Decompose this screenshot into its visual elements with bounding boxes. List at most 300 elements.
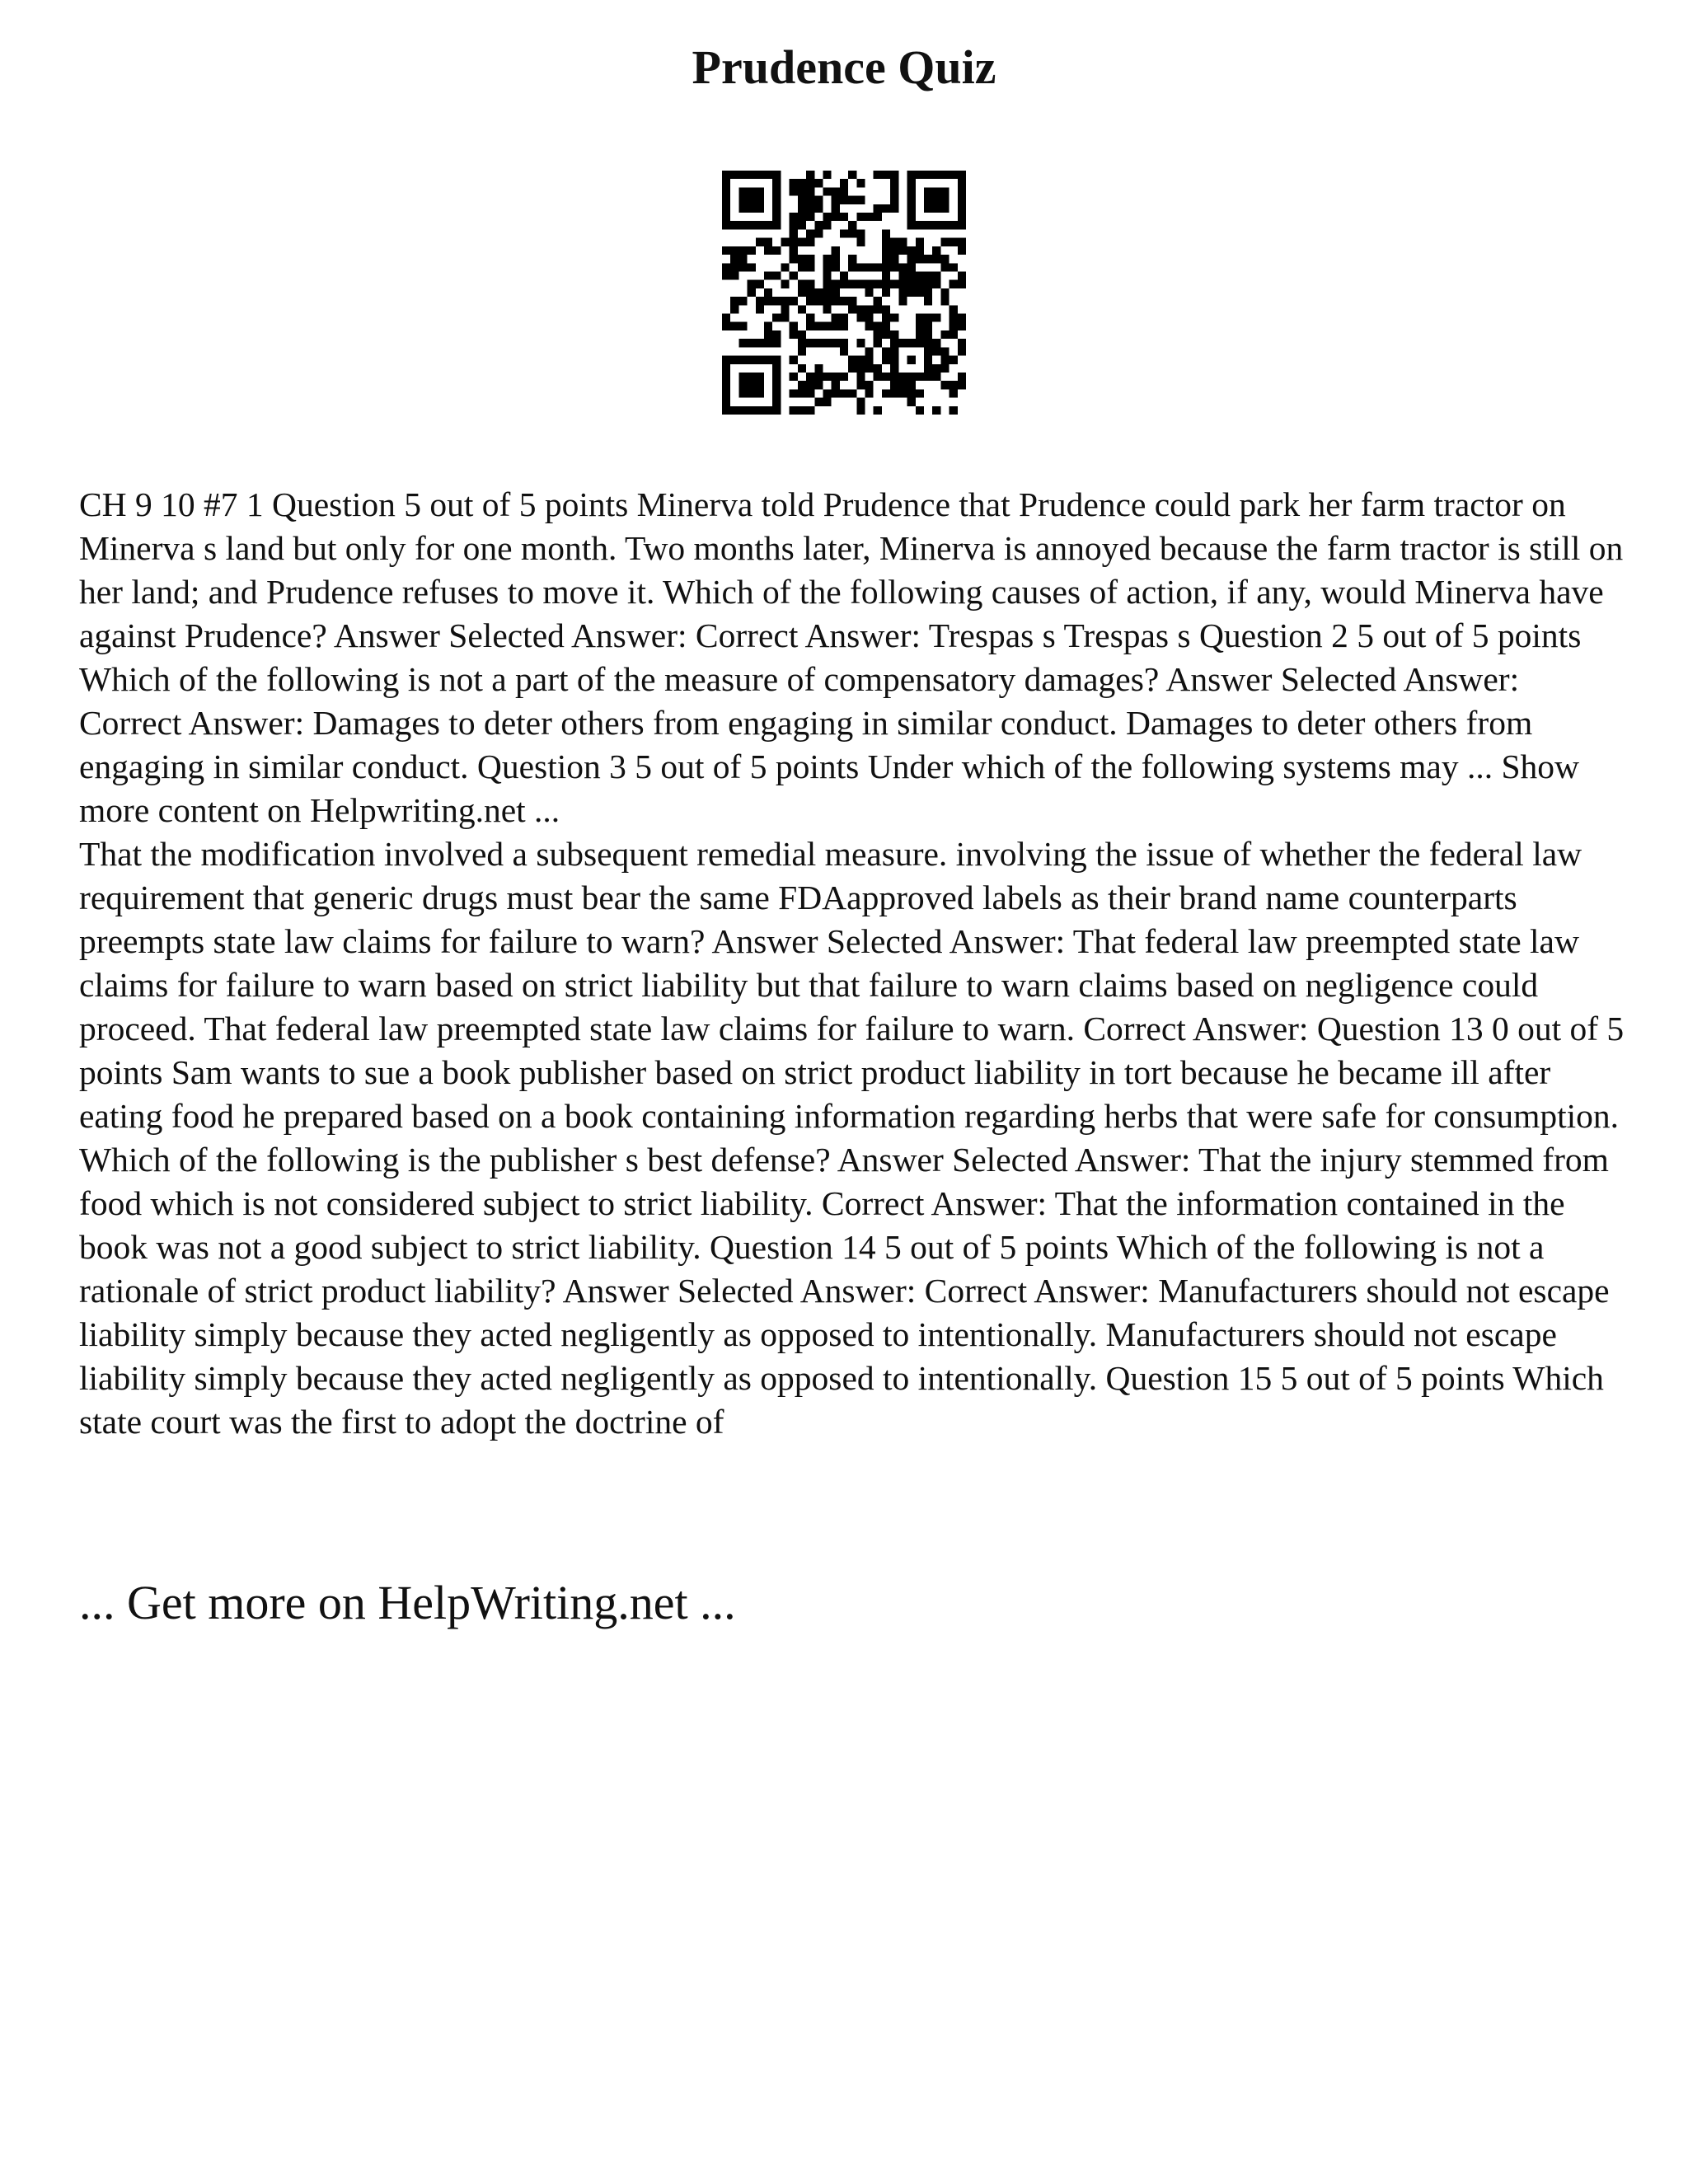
- qr-module: [890, 263, 898, 271]
- qr-module: [756, 196, 764, 204]
- qr-module: [848, 280, 856, 288]
- qr-module: [781, 238, 789, 246]
- qr-module: [882, 347, 890, 355]
- qr-module: [790, 330, 798, 339]
- qr-module: [958, 373, 966, 381]
- qr-module: [898, 263, 907, 271]
- qr-module: [738, 356, 747, 364]
- qr-module: [840, 339, 848, 347]
- qr-module: [772, 364, 781, 373]
- paragraph-2: That the modification involved a subsequent remedial measure. involving the issue of whether the federal law requirement that generic drugs must bear the same FDAapproved labels as their brand name counterparts preempts state law claims for failure to warn? Answer Selected Answer: That federal law preempted state law claims for failure to warn based on strict liability but that failure to warn claims based on negligence could proceed. That federal law preempted state law claims for failure to warn. Correct Answer: Question 13 0 out of 5 points Sam wants to sue a book publisher based on strict product liability in tort because he became ill after eating food he prepared based on a book containing information regarding herbs that were safe for consumption. Which of the following is the publisher s best defense? Answer Selected Answer: That the injury stemmed from food which is not considered subject to strict liability. Correct Answer: That the information contained in the book was not a good subject to strict liability. Question 14 5 out of 5 points Which of the following is not a rationale of strict product liability? Answer Selected Answer: Correct Answer: Manufacturers should not escape liability simply because they acted negligently as opposed to intentionally. Manufacturers should not escape liability simply because they acted negligently as opposed to intentionally. Question 15 5 out of 5 points Which state court was the first to adopt the doctrine of: [79, 835, 1625, 1441]
- qr-module: [823, 322, 831, 330]
- qr-module: [814, 364, 823, 373]
- qr-module: [924, 171, 932, 179]
- qr-module: [772, 297, 781, 305]
- qr-module: [916, 221, 924, 229]
- qr-module: [730, 171, 738, 179]
- qr-module: [874, 171, 882, 179]
- qr-module: [890, 246, 898, 255]
- qr-module: [806, 196, 814, 204]
- qr-module: [832, 246, 840, 255]
- qr-module: [882, 288, 890, 297]
- qr-module: [907, 381, 916, 389]
- qr-module: [764, 406, 772, 415]
- qr-module: [940, 238, 949, 246]
- qr-module: [916, 373, 924, 381]
- qr-module: [856, 398, 865, 406]
- qr-module: [865, 288, 874, 297]
- qr-module: [772, 339, 781, 347]
- qr-module: [772, 271, 781, 279]
- qr-module: [907, 373, 916, 381]
- qr-module: [832, 373, 840, 381]
- qr-module: [772, 356, 781, 364]
- qr-module: [932, 255, 940, 263]
- qr-module: [958, 381, 966, 389]
- qr-module: [798, 213, 806, 221]
- qr-module: [798, 238, 806, 246]
- qr-module: [781, 297, 789, 305]
- qr-module: [882, 322, 890, 330]
- qr-module: [806, 322, 814, 330]
- qr-module: [958, 179, 966, 187]
- qr-module: [756, 381, 764, 389]
- qr-module: [932, 196, 940, 204]
- qr-module: [882, 389, 890, 397]
- qr-module: [730, 297, 738, 305]
- qr-module: [823, 255, 831, 263]
- qr-module: [907, 196, 916, 204]
- qr-module: [722, 263, 730, 271]
- qr-module: [882, 314, 890, 322]
- qr-module: [916, 255, 924, 263]
- qr-module: [840, 187, 848, 195]
- qr-module: [806, 381, 814, 389]
- qr-module: [756, 238, 764, 246]
- qr-module: [772, 406, 781, 415]
- qr-module: [738, 381, 747, 389]
- qr-module: [848, 171, 856, 179]
- qr-module: [932, 171, 940, 179]
- qr-module: [772, 221, 781, 229]
- qr-module: [756, 339, 764, 347]
- qr-module: [790, 238, 798, 246]
- qr-module: [898, 288, 907, 297]
- qr-module: [882, 280, 890, 288]
- qr-module: [764, 356, 772, 364]
- qr-module: [907, 356, 916, 364]
- qr-module: [772, 330, 781, 339]
- qr-module: [748, 339, 756, 347]
- qr-module: [865, 314, 874, 322]
- qr-module: [890, 356, 898, 364]
- qr-module: [806, 171, 814, 179]
- qr-module: [738, 255, 747, 263]
- qr-module: [781, 263, 789, 271]
- qr-module: [832, 314, 840, 322]
- qr-module: [940, 330, 949, 339]
- qr-module: [865, 213, 874, 221]
- qr-module: [890, 330, 898, 339]
- qr-module: [865, 322, 874, 330]
- qr-module: [764, 246, 772, 255]
- qr-module: [958, 187, 966, 195]
- qr-module: [730, 406, 738, 415]
- qr-module: [823, 373, 831, 381]
- qr-module: [748, 196, 756, 204]
- qr-module: [856, 406, 865, 415]
- qr-module: [798, 221, 806, 229]
- qr-module: [772, 373, 781, 381]
- qr-module: [856, 229, 865, 237]
- qr-module: [764, 322, 772, 330]
- qr-module: [748, 204, 756, 213]
- qr-module: [924, 196, 932, 204]
- qr-module: [823, 305, 831, 313]
- qr-module: [950, 330, 958, 339]
- qr-module: [748, 389, 756, 397]
- qr-module: [781, 280, 789, 288]
- qr-module: [856, 314, 865, 322]
- qr-module: [890, 171, 898, 179]
- qr-module: [806, 339, 814, 347]
- qr-module: [882, 204, 890, 213]
- qr-module: [798, 406, 806, 415]
- qr-module: [738, 297, 747, 305]
- qr-module: [814, 339, 823, 347]
- qr-module: [924, 314, 932, 322]
- qr-module: [865, 356, 874, 364]
- qr-module: [958, 246, 966, 255]
- qr-module: [882, 246, 890, 255]
- qr-module: [932, 271, 940, 279]
- qr-module: [730, 246, 738, 255]
- qr-module: [907, 339, 916, 347]
- qr-module: [748, 221, 756, 229]
- qr-module: [823, 187, 831, 195]
- qr-module: [772, 389, 781, 397]
- qr-module: [738, 221, 747, 229]
- qr-module: [932, 314, 940, 322]
- qr-module: [738, 196, 747, 204]
- qr-module: [932, 221, 940, 229]
- qr-module: [924, 204, 932, 213]
- qr-module: [756, 221, 764, 229]
- qr-module: [865, 263, 874, 271]
- qr-module: [738, 204, 747, 213]
- qr-module: [940, 204, 949, 213]
- qr-module: [790, 356, 798, 364]
- qr-module: [832, 381, 840, 389]
- qr-module: [874, 280, 882, 288]
- qr-module: [958, 196, 966, 204]
- qr-module: [882, 373, 890, 381]
- qr-module: [840, 229, 848, 237]
- qr-module: [823, 398, 831, 406]
- qr-module: [790, 221, 798, 229]
- qr-module: [890, 255, 898, 263]
- qr-module: [790, 255, 798, 263]
- qr-module: [772, 204, 781, 213]
- qr-module: [856, 196, 865, 204]
- qr-module: [738, 389, 747, 397]
- qr-module: [940, 297, 949, 305]
- qr-module: [738, 187, 747, 195]
- qr-module: [840, 280, 848, 288]
- qr-module: [890, 204, 898, 213]
- qr-module: [756, 356, 764, 364]
- qr-module: [840, 373, 848, 381]
- qr-module: [790, 322, 798, 330]
- qr-module: [823, 221, 831, 229]
- qr-module: [832, 187, 840, 195]
- qr-module: [958, 271, 966, 279]
- qr-module: [898, 297, 907, 305]
- qr-module: [798, 381, 806, 389]
- qr-module: [950, 263, 958, 271]
- qr-module: [772, 381, 781, 389]
- qr-module: [772, 187, 781, 195]
- qr-module: [840, 347, 848, 355]
- qr-module: [874, 204, 882, 213]
- qr-module: [722, 398, 730, 406]
- qr-module: [958, 322, 966, 330]
- qr-module: [798, 204, 806, 213]
- qr-module: [856, 381, 865, 389]
- qr-module: [874, 339, 882, 347]
- qr-module: [882, 171, 890, 179]
- qr-module: [848, 389, 856, 397]
- qr-module: [890, 238, 898, 246]
- qr-module: [898, 373, 907, 381]
- qr-module: [806, 314, 814, 322]
- qr-module: [814, 381, 823, 389]
- qr-module: [764, 330, 772, 339]
- qr-module: [916, 314, 924, 322]
- qr-module: [958, 314, 966, 322]
- qr-module: [806, 288, 814, 297]
- qr-module: [722, 322, 730, 330]
- qr-module: [790, 229, 798, 237]
- qr-module: [874, 330, 882, 339]
- qr-module: [823, 280, 831, 288]
- qr-module: [958, 213, 966, 221]
- qr-module: [748, 263, 756, 271]
- qr-module: [823, 389, 831, 397]
- qr-module: [764, 238, 772, 246]
- qr-module: [798, 339, 806, 347]
- qr-module: [798, 288, 806, 297]
- qr-module: [790, 271, 798, 279]
- qr-module: [806, 389, 814, 397]
- qr-module: [823, 271, 831, 279]
- qr-module: [806, 406, 814, 415]
- qr-module: [898, 389, 907, 397]
- qr-module: [823, 263, 831, 271]
- qr-module: [924, 339, 932, 347]
- qr-module: [730, 322, 738, 330]
- qr-module: [940, 221, 949, 229]
- qr-module: [848, 305, 856, 313]
- qr-module: [806, 179, 814, 187]
- qr-module: [806, 213, 814, 221]
- qr-module: [756, 187, 764, 195]
- qr-module: [781, 305, 789, 313]
- qr-module: [907, 389, 916, 397]
- qr-module: [932, 187, 940, 195]
- qr-module: [730, 263, 738, 271]
- qr-module: [748, 246, 756, 255]
- qr-module: [907, 398, 916, 406]
- qr-module: [856, 238, 865, 246]
- qr-module: [856, 305, 865, 313]
- qr-module: [730, 271, 738, 279]
- qr-module: [856, 263, 865, 271]
- qr-module: [924, 221, 932, 229]
- qr-module: [890, 196, 898, 204]
- qr-module: [823, 288, 831, 297]
- qr-module: [756, 204, 764, 213]
- qr-module: [932, 204, 940, 213]
- qr-module: [832, 322, 840, 330]
- qr-module: [814, 288, 823, 297]
- qr-module: [798, 389, 806, 397]
- qr-module: [806, 297, 814, 305]
- qr-module: [806, 204, 814, 213]
- page-title: Prudence Quiz: [692, 40, 996, 94]
- qr-module: [806, 238, 814, 246]
- qr-module: [798, 187, 806, 195]
- qr-module: [916, 238, 924, 246]
- qr-module: [924, 373, 932, 381]
- qr-module: [916, 171, 924, 179]
- qr-module: [772, 246, 781, 255]
- qr-module: [907, 213, 916, 221]
- qr-module: [806, 263, 814, 271]
- qr-module: [722, 196, 730, 204]
- qr-module: [924, 347, 932, 355]
- qr-module: [916, 280, 924, 288]
- qr-module: [950, 381, 958, 389]
- qr-module: [940, 288, 949, 297]
- qr-module: [814, 322, 823, 330]
- qr-module: [907, 221, 916, 229]
- qr-module: [790, 373, 798, 381]
- qr-module: [840, 196, 848, 204]
- qr-module: [722, 179, 730, 187]
- qr-module: [950, 356, 958, 364]
- qr-module: [907, 263, 916, 271]
- qr-module: [958, 347, 966, 355]
- qr-module: [738, 263, 747, 271]
- qr-module: [932, 347, 940, 355]
- qr-module: [748, 356, 756, 364]
- qr-module: [940, 347, 949, 355]
- qr-module: [874, 305, 882, 313]
- qr-module: [856, 339, 865, 347]
- qr-module: [772, 213, 781, 221]
- qr-module: [882, 305, 890, 313]
- qr-module: [722, 221, 730, 229]
- qr-module: [730, 305, 738, 313]
- qr-module: [748, 187, 756, 195]
- qr-module: [748, 381, 756, 389]
- qr-module: [950, 238, 958, 246]
- qr-module: [840, 314, 848, 322]
- qr-module: [832, 280, 840, 288]
- qr-module: [882, 330, 890, 339]
- qr-module: [940, 171, 949, 179]
- qr-module: [832, 339, 840, 347]
- qr-module: [832, 255, 840, 263]
- qr-module: [756, 280, 764, 288]
- qr-module: [958, 204, 966, 213]
- qr-module: [916, 339, 924, 347]
- qr-module: [940, 187, 949, 195]
- qr-module: [748, 373, 756, 381]
- qr-module: [823, 171, 831, 179]
- qr-module: [924, 322, 932, 330]
- qr-module: [798, 255, 806, 263]
- qr-module: [898, 246, 907, 255]
- qr-module: [840, 213, 848, 221]
- qr-module: [798, 280, 806, 288]
- qr-module: [798, 364, 806, 373]
- qr-module: [874, 406, 882, 415]
- qr-module: [814, 297, 823, 305]
- qr-module: [848, 255, 856, 263]
- qr-module: [890, 347, 898, 355]
- qr-module: [907, 187, 916, 195]
- qr-module: [940, 196, 949, 204]
- qr-module: [940, 255, 949, 263]
- qr-module: [940, 381, 949, 389]
- qr-module: [748, 406, 756, 415]
- qr-module: [756, 373, 764, 381]
- qr-module: [722, 271, 730, 279]
- qr-module: [865, 347, 874, 355]
- qr-module: [907, 280, 916, 288]
- qr-module: [950, 221, 958, 229]
- qr-module: [916, 406, 924, 415]
- qr-module: [856, 364, 865, 373]
- qr-module: [722, 406, 730, 415]
- qr-module: [898, 280, 907, 288]
- qr-module: [958, 221, 966, 229]
- qr-module: [907, 246, 916, 255]
- get-more-link[interactable]: ... Get more on HelpWriting.net ...: [79, 1576, 736, 1629]
- qr-module: [865, 305, 874, 313]
- qr-module: [865, 381, 874, 389]
- qr-module: [940, 364, 949, 373]
- qr-module: [874, 322, 882, 330]
- qr-module: [772, 398, 781, 406]
- qr-module: [814, 221, 823, 229]
- qr-module: [772, 196, 781, 204]
- qr-module: [882, 229, 890, 237]
- qr-module: [722, 389, 730, 397]
- qr-module: [814, 196, 823, 204]
- qr-module: [890, 179, 898, 187]
- qr-module: [890, 373, 898, 381]
- qr-module: [748, 288, 756, 297]
- qr-module: [848, 356, 856, 364]
- qr-module: [840, 271, 848, 279]
- qr-module: [950, 406, 958, 415]
- qr-module: [874, 373, 882, 381]
- qr-module: [874, 364, 882, 373]
- qr-module: [840, 179, 848, 187]
